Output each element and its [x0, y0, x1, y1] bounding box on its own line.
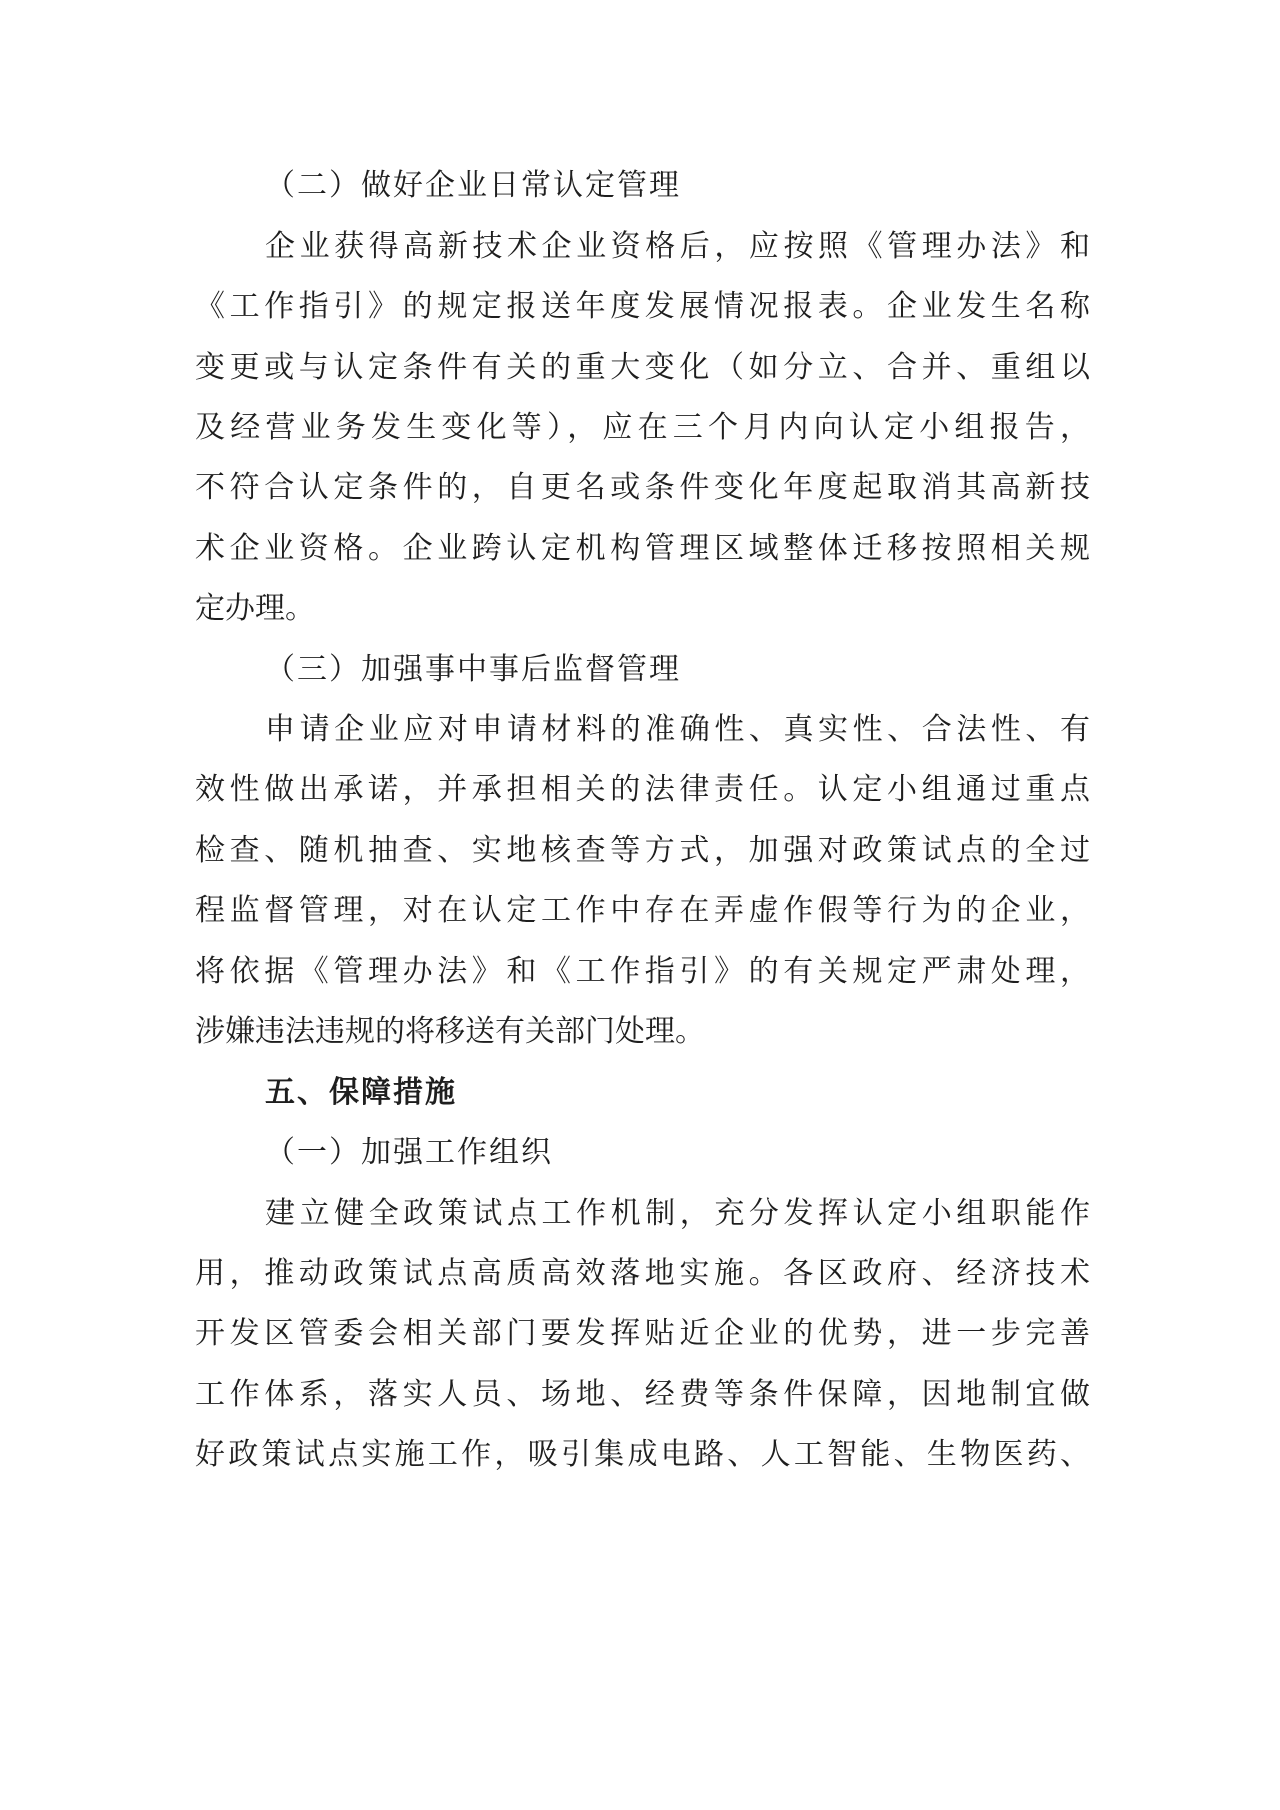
paragraph-line: 用，推动政策试点高质高效落地实施。各区政府、经济技术 — [195, 1256, 1090, 1291]
section-heading-daily-management: （二）做好企业日常认定管理 — [265, 168, 681, 203]
paragraph-line: 及经营业务发生变化等），应在三个月内向认定小组报告， — [195, 410, 1090, 445]
paragraph-line: 将依据《管理办法》和《工作指引》的有关规定严肃处理， — [195, 954, 1090, 989]
paragraph-line: 好政策试点实施工作，吸引集成电路、人工智能、生物医药、 — [195, 1437, 1090, 1472]
paragraph-line: 《工作指引》的规定报送年度发展情况报表。企业发生名称 — [195, 289, 1090, 324]
paragraph-line: 术企业资格。企业跨认定机构管理区域整体迁移按照相关规 — [195, 531, 1090, 566]
chapter-heading-safeguards: 五、保障措施 — [265, 1075, 457, 1110]
paragraph-line: 检查、随机抽查、实地核查等方式，加强对政策试点的全过 — [195, 833, 1090, 868]
paragraph-line: 变更或与认定条件有关的重大变化（如分立、合并、重组以 — [195, 350, 1090, 385]
section-heading-work-organization: （一）加强工作组织 — [265, 1135, 553, 1170]
paragraph-line: 定办理。 — [195, 591, 315, 626]
section-heading-supervision: （三）加强事中事后监督管理 — [265, 652, 681, 687]
paragraph-line: 企业获得高新技术企业资格后，应按照《管理办法》和 — [265, 229, 1090, 264]
paragraph-line: 程监督管理，对在认定工作中存在弄虚作假等行为的企业， — [195, 893, 1090, 928]
paragraph-line: 效性做出承诺，并承担相关的法律责任。认定小组通过重点 — [195, 772, 1090, 807]
paragraph-line: 涉嫌违法违规的将移送有关部门处理。 — [195, 1014, 705, 1049]
paragraph-line: 工作体系，落实人员、场地、经费等条件保障，因地制宜做 — [195, 1377, 1090, 1412]
paragraph-line: 不符合认定条件的，自更名或条件变化年度起取消其高新技 — [195, 470, 1090, 505]
paragraph-line: 建立健全政策试点工作机制，充分发挥认定小组职能作 — [265, 1196, 1090, 1231]
paragraph-line: 开发区管委会相关部门要发挥贴近企业的优势，进一步完善 — [195, 1316, 1090, 1351]
paragraph-line: 申请企业应对申请材料的准确性、真实性、合法性、有 — [265, 712, 1090, 747]
